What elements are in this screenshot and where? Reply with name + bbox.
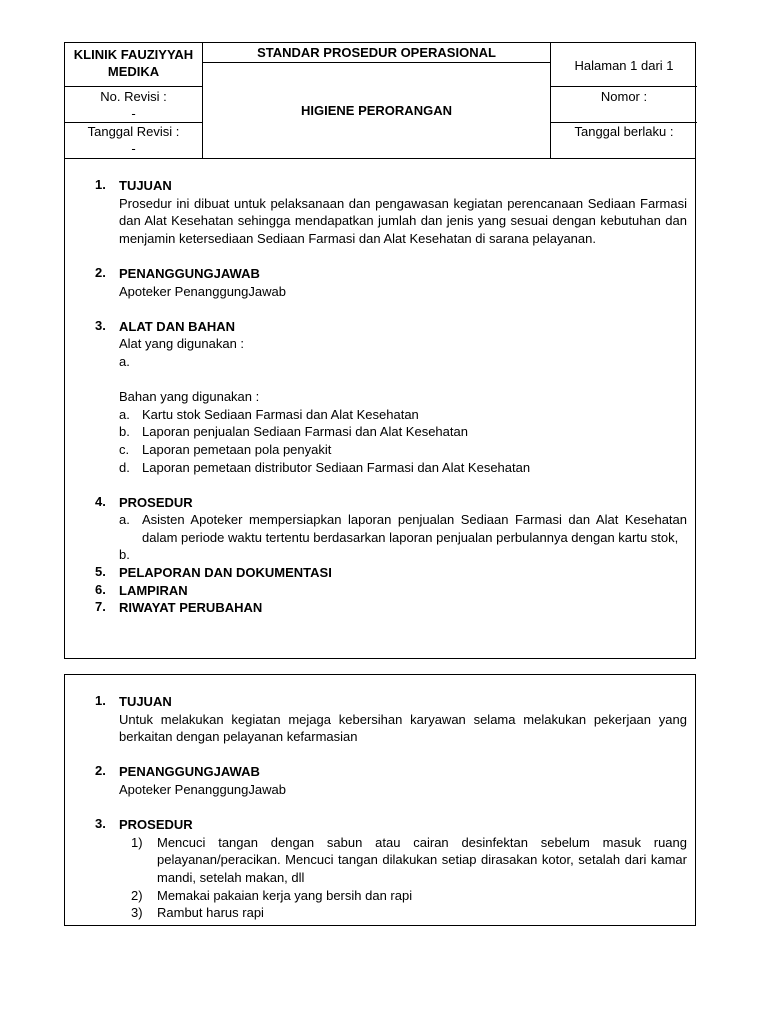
- section-text: Apoteker PenanggungJawab: [119, 781, 286, 797]
- section-prosedur: [65, 494, 695, 564]
- clinic-name-line1: KLINIK FAUZIYYAH: [73, 47, 194, 62]
- section-title: TUJUAN: [119, 178, 172, 193]
- revision-date-value: -: [131, 141, 136, 156]
- section-alat-bahan: [65, 318, 695, 476]
- section-number: 1.: [95, 693, 106, 708]
- list-marker: a.: [119, 353, 130, 369]
- section-number: 2.: [95, 763, 106, 779]
- list-marker: d.: [119, 459, 130, 475]
- header-divider-row1-right: [550, 86, 697, 87]
- header-divider-row1-left: [65, 86, 203, 87]
- list-text: Laporan penjualan Sediaan Farmasi dan Alat Kesehatan: [142, 424, 468, 440]
- list-marker: 1): [131, 834, 143, 850]
- section-number: 7.: [95, 599, 106, 615]
- section-lampiran: [65, 582, 695, 600]
- revision-date-label: Tanggal Revisi :: [87, 124, 180, 139]
- list-marker: b.: [119, 547, 130, 563]
- section-title: RIWAYAT PERUBAHAN: [119, 600, 263, 616]
- section-title: PELAPORAN DAN DOKUMENTASI: [119, 565, 332, 581]
- list-text: Rambut harus rapi: [157, 905, 264, 921]
- section-tujuan: [65, 693, 695, 746]
- list-marker: a.: [119, 406, 130, 422]
- number-label: Nomor :: [600, 89, 648, 104]
- list-item: [119, 406, 687, 424]
- section-title: ALAT DAN BAHAN: [119, 318, 236, 334]
- revision-value: -: [131, 106, 136, 121]
- document-title: HIGIENE PERORANGAN: [301, 103, 452, 118]
- section-title: PROSEDUR: [119, 494, 193, 510]
- list-item: [119, 423, 687, 441]
- list-text: Asisten Apoteker mempersiapkan laporan penjualan Sediaan Farmasi dan Alat Kesehatan dalam periode waktu tertentu berdasarkan laporan penjualan perbulannya dengan kartu stok,: [142, 512, 687, 545]
- section-penanggungjawab: [65, 763, 695, 798]
- list-text: Laporan pemetaan pola penyakit: [142, 441, 332, 457]
- section-number: 6.: [95, 581, 106, 597]
- section-prosedur: [65, 816, 695, 922]
- revision-date-field: [65, 123, 202, 157]
- section-text: Untuk melakukan kegiatan mejaga kebersihan karyawan selama melakukan pekerjaan yang berkaitan dengan pelayanan kefarmasian: [119, 711, 687, 745]
- page-info: Halaman 1 dari 1: [574, 58, 674, 73]
- clinic-name: [65, 46, 202, 80]
- list-marker: 2): [131, 887, 143, 903]
- section-number: 3.: [95, 317, 106, 333]
- list-text: Memakai pakaian kerja yang bersih dan rapi: [157, 887, 413, 903]
- sop-header-table: [64, 42, 696, 159]
- section-title: PENANGGUNGJAWAB: [119, 764, 260, 780]
- list-text: Kartu stok Sediaan Farmasi dan Alat Kesehatan: [142, 406, 419, 422]
- section-number: 1.: [95, 177, 106, 192]
- list-text: [119, 546, 687, 564]
- section-text: Apoteker PenanggungJawab: [119, 283, 286, 299]
- list-text: Mencuci tangan dengan sabun atau cairan desinfektan sebelum masuk ruang pelayanan/peracikan. Mencuci tangan dilakukan setiap dirasakan kotor, setalah dari kamar mandi, setelah makan, dll: [157, 834, 687, 885]
- section-title: LAMPIRAN: [119, 582, 188, 598]
- section-number: 4.: [95, 493, 106, 509]
- list-marker: b.: [119, 424, 130, 440]
- list-item: [119, 353, 687, 371]
- effective-date-label: Tanggal berlaku :: [574, 124, 674, 139]
- list-item: [119, 459, 687, 477]
- list-item: [119, 904, 687, 922]
- list-marker: a.: [119, 512, 130, 528]
- list-item: [119, 546, 687, 564]
- list-item: [119, 511, 687, 546]
- section-title: PROSEDUR: [119, 817, 193, 833]
- section-penanggungjawab: [65, 265, 695, 300]
- sop-body-section-1: [64, 158, 696, 659]
- revision-label: No. Revisi :: [100, 89, 167, 104]
- list-marker: c.: [119, 441, 130, 457]
- section-title: TUJUAN: [119, 694, 172, 709]
- sop-body-section-2: [64, 674, 696, 926]
- section-number: 3.: [95, 816, 106, 832]
- header-divider-title: [202, 62, 551, 63]
- section-number: 5.: [95, 564, 106, 580]
- clinic-name-line2: MEDIKA: [107, 64, 160, 79]
- revision-field: [65, 88, 202, 122]
- bahan-label: Bahan yang digunakan :: [119, 389, 260, 405]
- section-text: Prosedur ini dibuat untuk pelaksanaan dan pengawasan kegiatan perencanaan Sediaan Farmasi dan Alat Kesehatan sehingga mendapatkan jumlah dan jenis yang sesuai dengan kebutuhan dan menjamin ketersediaan Sediaan Farmasi dan Alat Kesehatan di sarana pelayanan.: [119, 195, 687, 246]
- section-pelaporan: [65, 564, 695, 582]
- alat-label: Alat yang digunakan :: [119, 336, 245, 352]
- section-number: 2.: [95, 264, 106, 280]
- sop-title: STANDAR PROSEDUR OPERASIONAL: [257, 45, 496, 60]
- list-text: Laporan pemetaan distributor Sediaan Farmasi dan Alat Kesehatan: [142, 459, 531, 475]
- list-text: [119, 353, 687, 371]
- section-riwayat: [65, 599, 695, 617]
- list-item: [119, 441, 687, 459]
- section-title: PENANGGUNGJAWAB: [119, 265, 260, 281]
- list-item: [119, 834, 687, 887]
- list-marker: 3): [131, 905, 143, 921]
- list-item: [119, 887, 687, 905]
- section-tujuan: [65, 177, 695, 247]
